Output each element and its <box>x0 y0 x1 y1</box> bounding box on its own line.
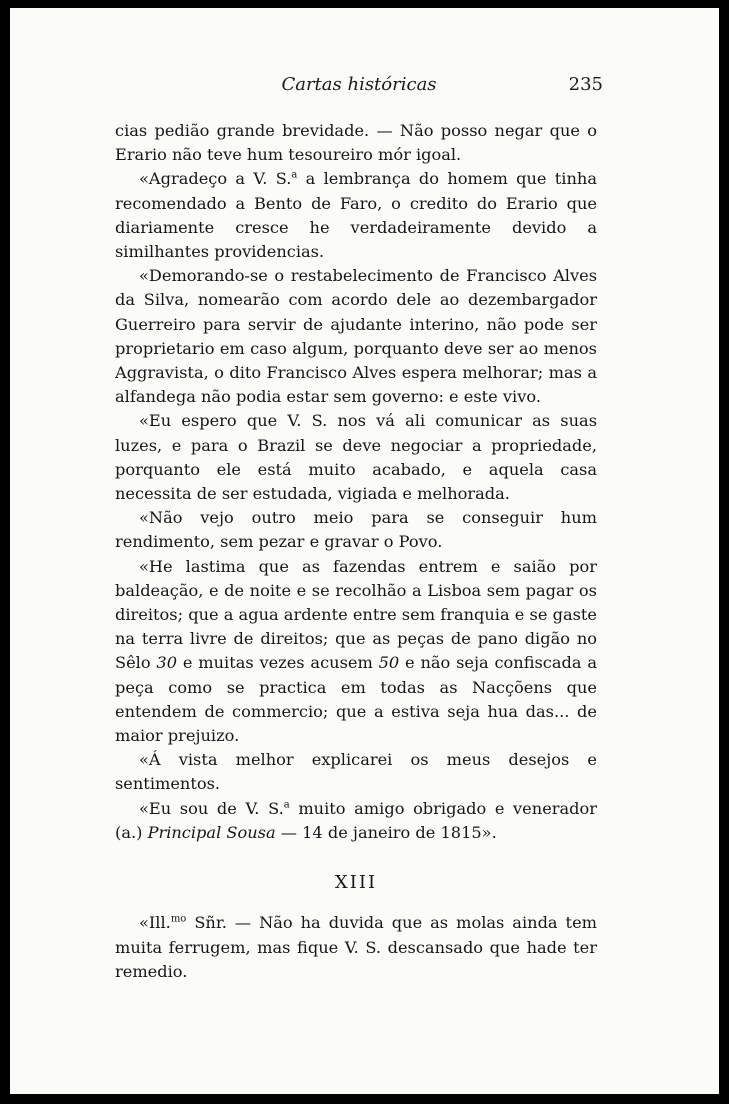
paragraph-1 <box>115 119 597 167</box>
paragraph-4-text: «Eu espero que V. S. nos vá ali comunicar as suas luzes, e para o Brazil se deve negociar a propriedade, porquanto ele está muito acabado, e aquela casa necessita de ser estudada, vigiada e melhorada. <box>115 411 597 504</box>
paragraph-6-text-b: e muitas vezes acusem <box>177 653 379 673</box>
paragraph-3 <box>115 264 597 409</box>
paragraph-9-text-b: Sñr. — Não ha duvida que as molas ainda tem muita ferrugem, mas fique V. S. descansado que hade ter remedio. <box>115 913 597 981</box>
book-page <box>10 8 719 1094</box>
paragraph-6-text-a: «He lastima que as fazendas entrem e saião por baldeação, e de noite e se recolhão a Lisboa sem pagar os direitos; que a agua ardente entre sem franquia e se gaste na terra livre de direitos; que as peças de pano digão no Sêlo <box>115 556 597 673</box>
body-text <box>115 119 597 984</box>
section-heading: XIII <box>334 872 378 894</box>
paragraph-3-text: «Demorando-se o restabelecimento de Francisco Alves da Silva, nomearão com acordo dele ao dezembargador Guerreiro para servir de ajudante interino, não pode ser proprietario em caso algum, porquanto deve ser ao menos Aggravista, o dito Francisco Alves espera melhorar; mas a alfandega não podia estar sem governo: e este vivo. <box>115 266 597 407</box>
paragraph-7-text: «Á vista melhor explicarei os meus desejos e sentimentos. <box>115 750 597 794</box>
paragraph-8-text-c: — 14 de janeiro de 1815». <box>275 822 497 842</box>
page-header <box>115 74 603 104</box>
paragraph-8-text-b: muito amigo obrigado e venerador (a.) <box>115 798 598 842</box>
paragraph-6 <box>115 555 597 749</box>
paragraph-6-text-c: e não seja confiscada a peça como se practica em todas as Nacçõens que entendem de commercio; que a estiva seja hua das... de maior prejuizo. <box>115 653 597 746</box>
paragraph-2 <box>115 167 597 264</box>
paragraph-1-text: cias pedião grande brevidade. — Não posso negar que o Erario não teve hum tesoureiro mór igoal. <box>115 121 597 165</box>
superscript: a <box>283 799 290 811</box>
paragraph-7 <box>115 748 597 796</box>
running-title: Cartas históricas <box>281 74 437 95</box>
paragraph-2-text-b: a lembrança do homem que tinha recomendado a Bento de Faro, o credito do Erario que diariamente cresce he verdadeiramente devido a similhantes providencias. <box>115 169 597 262</box>
superscript: mo <box>170 913 187 925</box>
paragraph-5 <box>115 506 597 554</box>
superscript: a <box>291 170 298 182</box>
paragraph-5-text: «Não vejo outro meio para se conseguir hum rendimento, sem pezar e gravar o Povo. <box>115 508 597 552</box>
paragraph-9-text-a: «Ill. <box>139 913 171 933</box>
paragraph-8 <box>115 797 597 845</box>
number-50: 50 <box>378 653 400 673</box>
paragraph-2-text-a: «Agradeço a V. S. <box>139 169 292 189</box>
signature: Principal Sousa <box>147 822 276 842</box>
page-number: 235 <box>568 74 603 95</box>
paragraph-4 <box>115 409 597 506</box>
number-30: 30 <box>156 653 178 673</box>
paragraph-8-text-a: «Eu sou de V. S. <box>139 798 284 818</box>
paragraph-9 <box>115 911 597 984</box>
